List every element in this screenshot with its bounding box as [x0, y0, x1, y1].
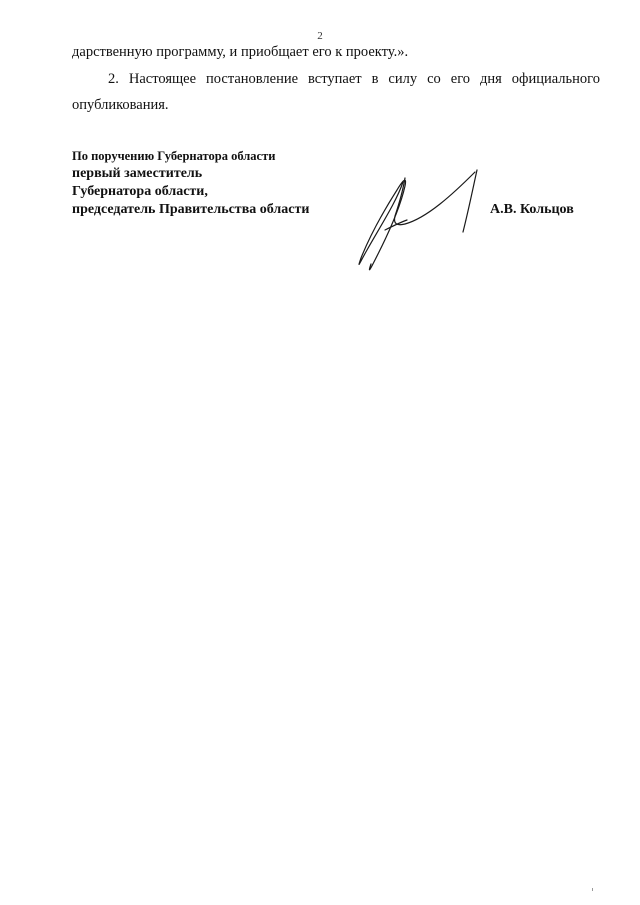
body-text-line-1: дарственную программу, и приобщает его к проекту.».: [72, 44, 409, 60]
scan-artifact: [592, 888, 593, 891]
body-text-item-2: 2. Настоящее постановление вступает в силу со его дня официального: [108, 71, 600, 87]
signature-instruction: По поручению Губернатора области: [72, 149, 276, 163]
page-number: 2: [317, 30, 323, 42]
body-text-line-3: опубликования.: [72, 97, 169, 113]
signatory-title-line-2: Губернатора области,: [72, 184, 208, 199]
handwritten-signature-icon: [345, 160, 495, 285]
signatory-name: А.В. Кольцов: [490, 202, 574, 217]
signatory-title-line-3: председатель Правительства области: [72, 202, 310, 217]
signatory-title-line-1: первый заместитель: [72, 166, 203, 181]
